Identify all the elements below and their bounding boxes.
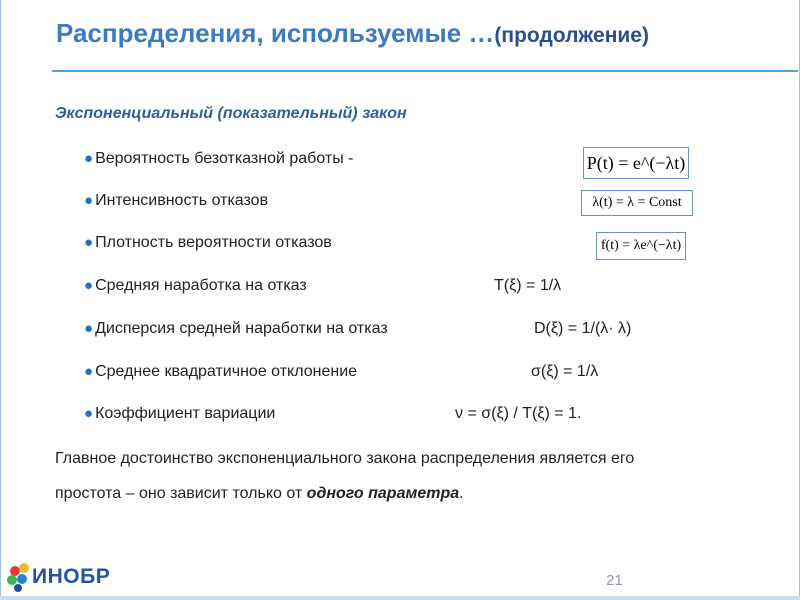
- bullet-reliability: [84, 150, 353, 168]
- density-formula: f(t) = λe^(−λt): [596, 232, 686, 260]
- summary-line-2: [55, 485, 464, 503]
- summary-prefix: простота – оно зависит только от: [55, 485, 307, 502]
- bullet-dot-icon: ●: [84, 277, 94, 294]
- bullet-dot-icon: ●: [84, 192, 94, 209]
- variation-value: ν = σ(ξ) / T(ξ) = 1.: [455, 405, 582, 422]
- intensity-formula: λ(t) = λ = Const: [581, 190, 693, 216]
- title-continuation: (продолжение): [494, 24, 649, 47]
- bullet-label: Средняя наработка на отказ: [95, 277, 307, 294]
- section-subtitle: Экспоненциальный (показательный) закон: [55, 105, 407, 122]
- bullet-dot-icon: ●: [84, 150, 94, 167]
- footer-bar: [0, 596, 800, 600]
- slide-title: [56, 18, 649, 49]
- bullet-variance: [84, 320, 388, 338]
- bullet-label: Среднее квадратичное отклонение: [95, 363, 358, 380]
- bullet-label: Интенсивность отказов: [95, 192, 269, 209]
- bullet-intensity: [84, 192, 268, 210]
- bullet-label: Плотность вероятности отказов: [95, 234, 332, 251]
- bullet-mtbf: [84, 277, 307, 295]
- mtbf-value: T(ξ) = 1/λ: [494, 277, 562, 294]
- std-dev-value: σ(ξ) = 1/λ: [531, 363, 599, 380]
- bullet-dot-icon: ●: [84, 320, 94, 337]
- bullet-label: Вероятность безотказной работы -: [95, 150, 354, 167]
- bullet-std-dev: [84, 363, 357, 381]
- summary-emphasis: одного параметра: [306, 485, 460, 502]
- title-divider: [52, 70, 798, 72]
- logo-text: ИНОБР: [32, 565, 111, 588]
- title-main: Распределения, используемые …: [56, 18, 495, 48]
- bullet-variation: [84, 405, 275, 423]
- bullet-density: [84, 234, 332, 252]
- bullet-label: Дисперсия средней наработки на отказ: [95, 320, 388, 337]
- reliability-formula: P(t) = e^(−λt): [583, 147, 689, 179]
- summary-line-1: Главное достоинство экспоненциального закона распределения является его: [55, 450, 635, 467]
- variance-value: D(ξ) = 1/(λ· λ): [534, 320, 632, 337]
- bullet-label: Коэффициент вариации: [95, 405, 276, 422]
- bullet-dot-icon: ●: [84, 405, 94, 422]
- bullet-dot-icon: ●: [84, 363, 94, 380]
- summary-suffix: .: [459, 485, 464, 502]
- bullet-dot-icon: ●: [84, 234, 94, 251]
- page-number: 21: [606, 572, 623, 589]
